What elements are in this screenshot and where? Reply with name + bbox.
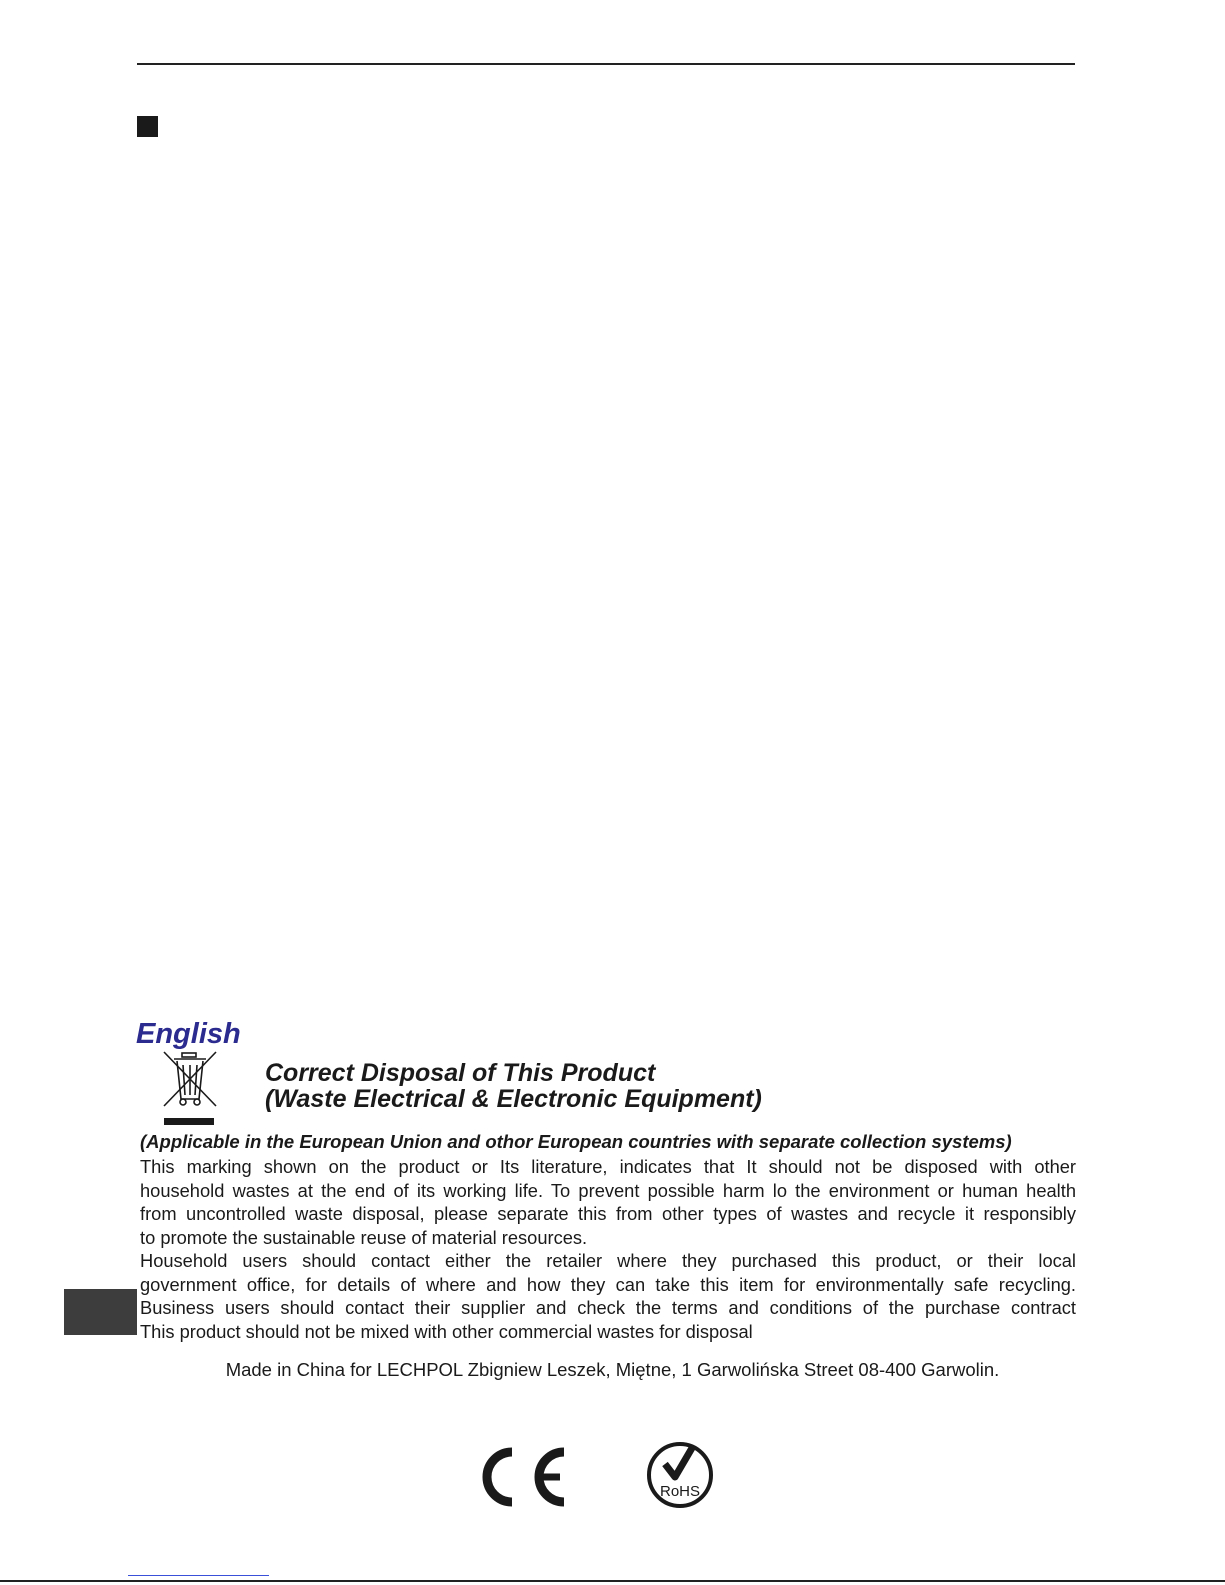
body-line: Business users should contact their supplier and check the terms and conditions of the purchase contract xyxy=(140,1297,1076,1318)
body-line: This marking shown on the product or Its literature, indicates that It should not be disposed with other xyxy=(140,1156,1076,1177)
disposal-body xyxy=(140,1155,1076,1343)
body-line: This product should not be mixed with other commercial wastes for disposal xyxy=(140,1320,753,1342)
disposal-title-line2: (Waste Electrical & Electronic Equipment) xyxy=(265,1085,762,1113)
rohs-check-icon xyxy=(645,1440,715,1510)
body-line: Household users should contact either the retailer where they purchased this product, or their local xyxy=(140,1250,1076,1271)
body-line: household wastes at the end of its working life. To prevent possible harm lo the environment or human health xyxy=(140,1179,1076,1201)
language-heading: English xyxy=(136,1018,241,1050)
disposal-title-line1: Correct Disposal of This Product xyxy=(265,1059,656,1087)
top-rule xyxy=(137,63,1075,65)
bottom-rule xyxy=(0,1580,1225,1582)
section-marker-square xyxy=(137,116,158,137)
manufacturer-note: Made in China for LECHPOL Zbigniew Leszek, Miętne, 1 Garwolińska Street 08-400 Garwolin. xyxy=(225,1359,1000,1380)
body-line: from uncontrolled waste disposal, please separate this from other types of wastes and recycle it responsibly xyxy=(140,1203,1076,1224)
applicability-note: (Applicable in the European Union and othor European countries with separate collection systems) xyxy=(140,1131,1012,1152)
body-line: government office, for details of where and how they can take this item for environmentally safe recycling. xyxy=(140,1273,1076,1295)
body-line: to promote the sustainable reuse of material resources. xyxy=(140,1226,588,1248)
crossed-out-wheelie-bin-icon xyxy=(162,1050,218,1108)
ce-mark-icon xyxy=(478,1445,568,1509)
rohs-label: RoHS xyxy=(659,1483,701,1500)
page-side-tab xyxy=(64,1289,137,1335)
weee-underline-bar xyxy=(164,1118,214,1125)
footer-link-underline xyxy=(128,1575,269,1576)
